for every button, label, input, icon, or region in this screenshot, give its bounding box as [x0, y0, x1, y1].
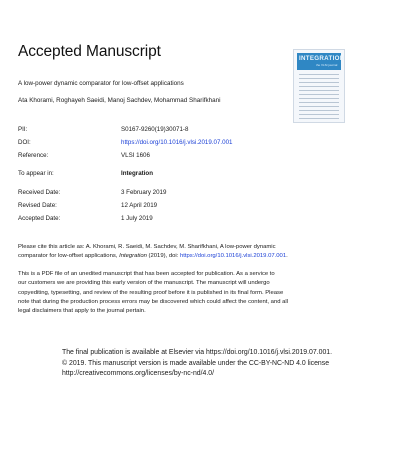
notice-line: © 2019. This manuscript version is made available under the CC-BY-NC-ND 4.0 license — [62, 359, 330, 367]
revised-date-label: Revised Date: — [18, 202, 57, 209]
accepted-date-value: 1 July 2019 — [121, 215, 153, 222]
license-link[interactable]: http://creativecommons.org/licenses/by-nc-nd/4.0/ — [62, 370, 215, 377]
page-heading: Accepted Manuscript — [18, 43, 161, 60]
citation-line — [18, 252, 370, 261]
article-title: A low-power dynamic comparator for low-offset applications — [18, 80, 184, 87]
citation-text: comparator for low-offset applications, — [18, 253, 120, 260]
reference-value: VLSI 1606 — [121, 152, 150, 159]
journal-cover-image — [293, 49, 345, 123]
pii-value: S0167-9260(19)30071-8 — [121, 126, 189, 133]
received-date-value: 3 February 2019 — [121, 189, 167, 196]
cover-subtitle: the VLSI journal — [316, 63, 338, 67]
received-date-label: Received Date: — [18, 189, 61, 196]
citation-paragraph — [18, 243, 370, 262]
cover-decoration — [299, 74, 339, 122]
author-list: Ata Khorami, Roghayeh Saeidi, Manoj Sachdev, Mohammad Sharifkhani — [18, 97, 221, 104]
citation-text: (2019), doi: — [146, 253, 180, 260]
citation-text: . — [286, 253, 288, 260]
reference-label: Reference: — [18, 152, 49, 159]
citation-journal: Integration — [119, 253, 147, 260]
revised-date-value: 12 April 2019 — [121, 202, 158, 209]
disclaimer-line: note that during the production process errors may be discovered which could affect the content, and all — [18, 298, 289, 305]
notice-line: The final publication is available at Elsevier via https://doi.org/10.1016/j.vlsi.2019.07.001. — [62, 349, 333, 356]
citation-doi-link[interactable]: https://doi.org/10.1016/j.vlsi.2019.07.001 — [179, 253, 287, 260]
journal-name: Integration — [121, 170, 153, 177]
disclaimer-line: This is a PDF file of an unedited manuscript that has been accepted for publication. As a service to — [18, 271, 275, 277]
accepted-date-label: Accepted Date: — [18, 215, 61, 222]
disclaimer-line: our customers we are providing this early version of the manuscript. The manuscript will undergo — [18, 280, 270, 287]
doi-link[interactable]: https://doi.org/10.1016/j.vlsi.2019.07.001 — [121, 139, 233, 146]
disclaimer-paragraph — [18, 270, 370, 316]
disclaimer-line: legal disclaimers that apply to the journal pertain. — [18, 308, 146, 315]
citation-line: Please cite this article as: A. Khorami, R. Saeidi, M. Sachdev, M. Sharifkhani, A low-power dynamic — [18, 244, 276, 250]
pii-label: PII: — [18, 126, 28, 133]
appear-in-label: To appear in: — [18, 170, 54, 177]
cover-journal-name: INTEGRATION — [299, 55, 345, 62]
disclaimer-line: copyediting, typesetting, and review of the resulting proof before it is published in its final form. Please — [18, 289, 284, 296]
final-publication-notice — [62, 348, 332, 380]
doi-label: DOI: — [18, 139, 31, 146]
